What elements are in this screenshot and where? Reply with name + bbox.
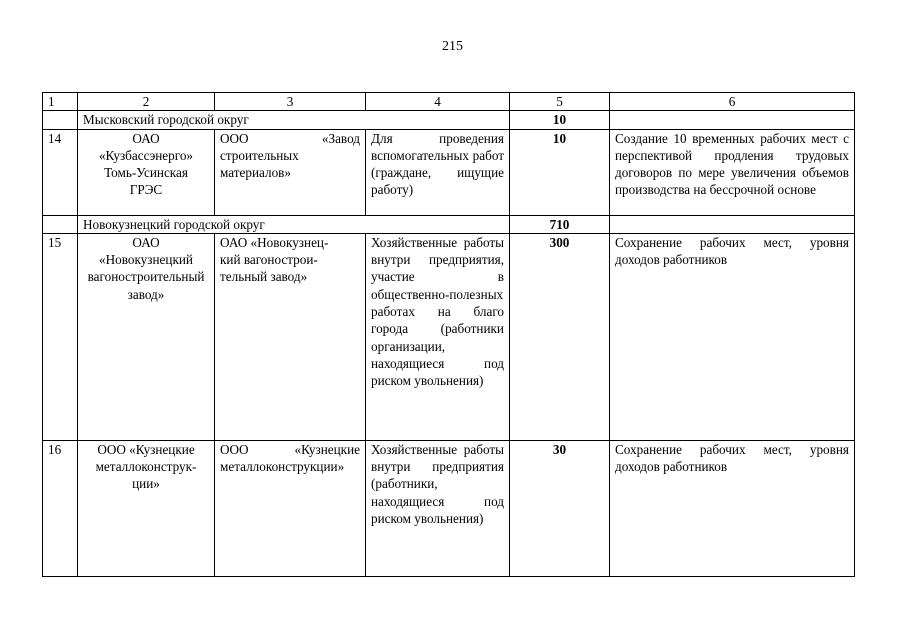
employer-first-line — [220, 441, 360, 458]
organization-cell: ОАО «Новокузнецкий вагоностроительный завод» — [78, 233, 215, 440]
work-cell: Хозяйственные работы внутри предприятия, участие в общественно-полезных работах на благо города (работники организации, находящиеся под риском увольнения) — [366, 233, 510, 440]
employer-word: «Завод — [321, 130, 360, 146]
result-cell: Сохранение рабочих мест, уровня доходов работников — [610, 440, 855, 576]
count-cell: 10 — [510, 129, 610, 215]
work-cell: Для проведения вспомогательных работ (граждане, ищущие работу) — [366, 129, 510, 215]
group-total: 710 — [510, 215, 610, 233]
count-cell: 30 — [510, 440, 610, 576]
header-cell: 1 — [43, 93, 78, 111]
group-empty-cell — [610, 111, 855, 129]
page-number: 215 — [442, 39, 463, 54]
group-row — [43, 215, 855, 233]
employer-first-line — [220, 130, 360, 147]
row-number: 15 — [43, 233, 78, 440]
header-cell: 4 — [366, 93, 510, 111]
employer-cell: ОАО «Новокузнец- кий вагонострои- тельный завод» — [215, 233, 366, 440]
group-empty-cell — [610, 215, 855, 233]
employer-cell — [215, 129, 366, 215]
header-cell: 5 — [510, 93, 610, 111]
employer-word: ООО — [220, 130, 249, 146]
table-row — [43, 233, 855, 440]
count-cell: 300 — [510, 233, 610, 440]
group-label: Мысковский городской округ — [78, 111, 510, 129]
employer-rest: строительных материалов» — [220, 147, 299, 181]
organization-cell: ООО «Кузнецкие металлоконструк- ции» — [78, 440, 215, 576]
group-num-cell — [43, 111, 78, 129]
header-row — [43, 93, 855, 111]
header-cell: 3 — [215, 93, 366, 111]
header-cell: 6 — [610, 93, 855, 111]
group-label: Новокузнецкий городской округ — [78, 215, 510, 233]
row-number: 16 — [43, 440, 78, 576]
result-cell: Сохранение рабочих мест, уровня доходов работников — [610, 233, 855, 440]
employer-word: ООО — [220, 441, 249, 457]
header-cell: 2 — [78, 93, 215, 111]
employer-word: «Кузнецкие — [294, 441, 360, 457]
table-row — [43, 440, 855, 576]
employer-rest: металлоконструкции» — [220, 459, 345, 475]
result-cell: Создание 10 временных рабочих мест с перспективой продления трудовых договоров по мере увеличения объемов производства на бессрочной основе — [610, 129, 855, 215]
employer-cell — [215, 440, 366, 576]
data-table — [42, 92, 855, 577]
group-row — [43, 111, 855, 129]
organization-cell: ОАО «Кузбассэнерго» Томь-Усинская ГРЭС — [78, 129, 215, 215]
row-number: 14 — [43, 129, 78, 215]
group-total: 10 — [510, 111, 610, 129]
table-row — [43, 129, 855, 215]
work-cell: Хозяйственные работы внутри предприятия (работники, находящиеся под риском увольнения) — [366, 440, 510, 576]
group-num-cell — [43, 215, 78, 233]
